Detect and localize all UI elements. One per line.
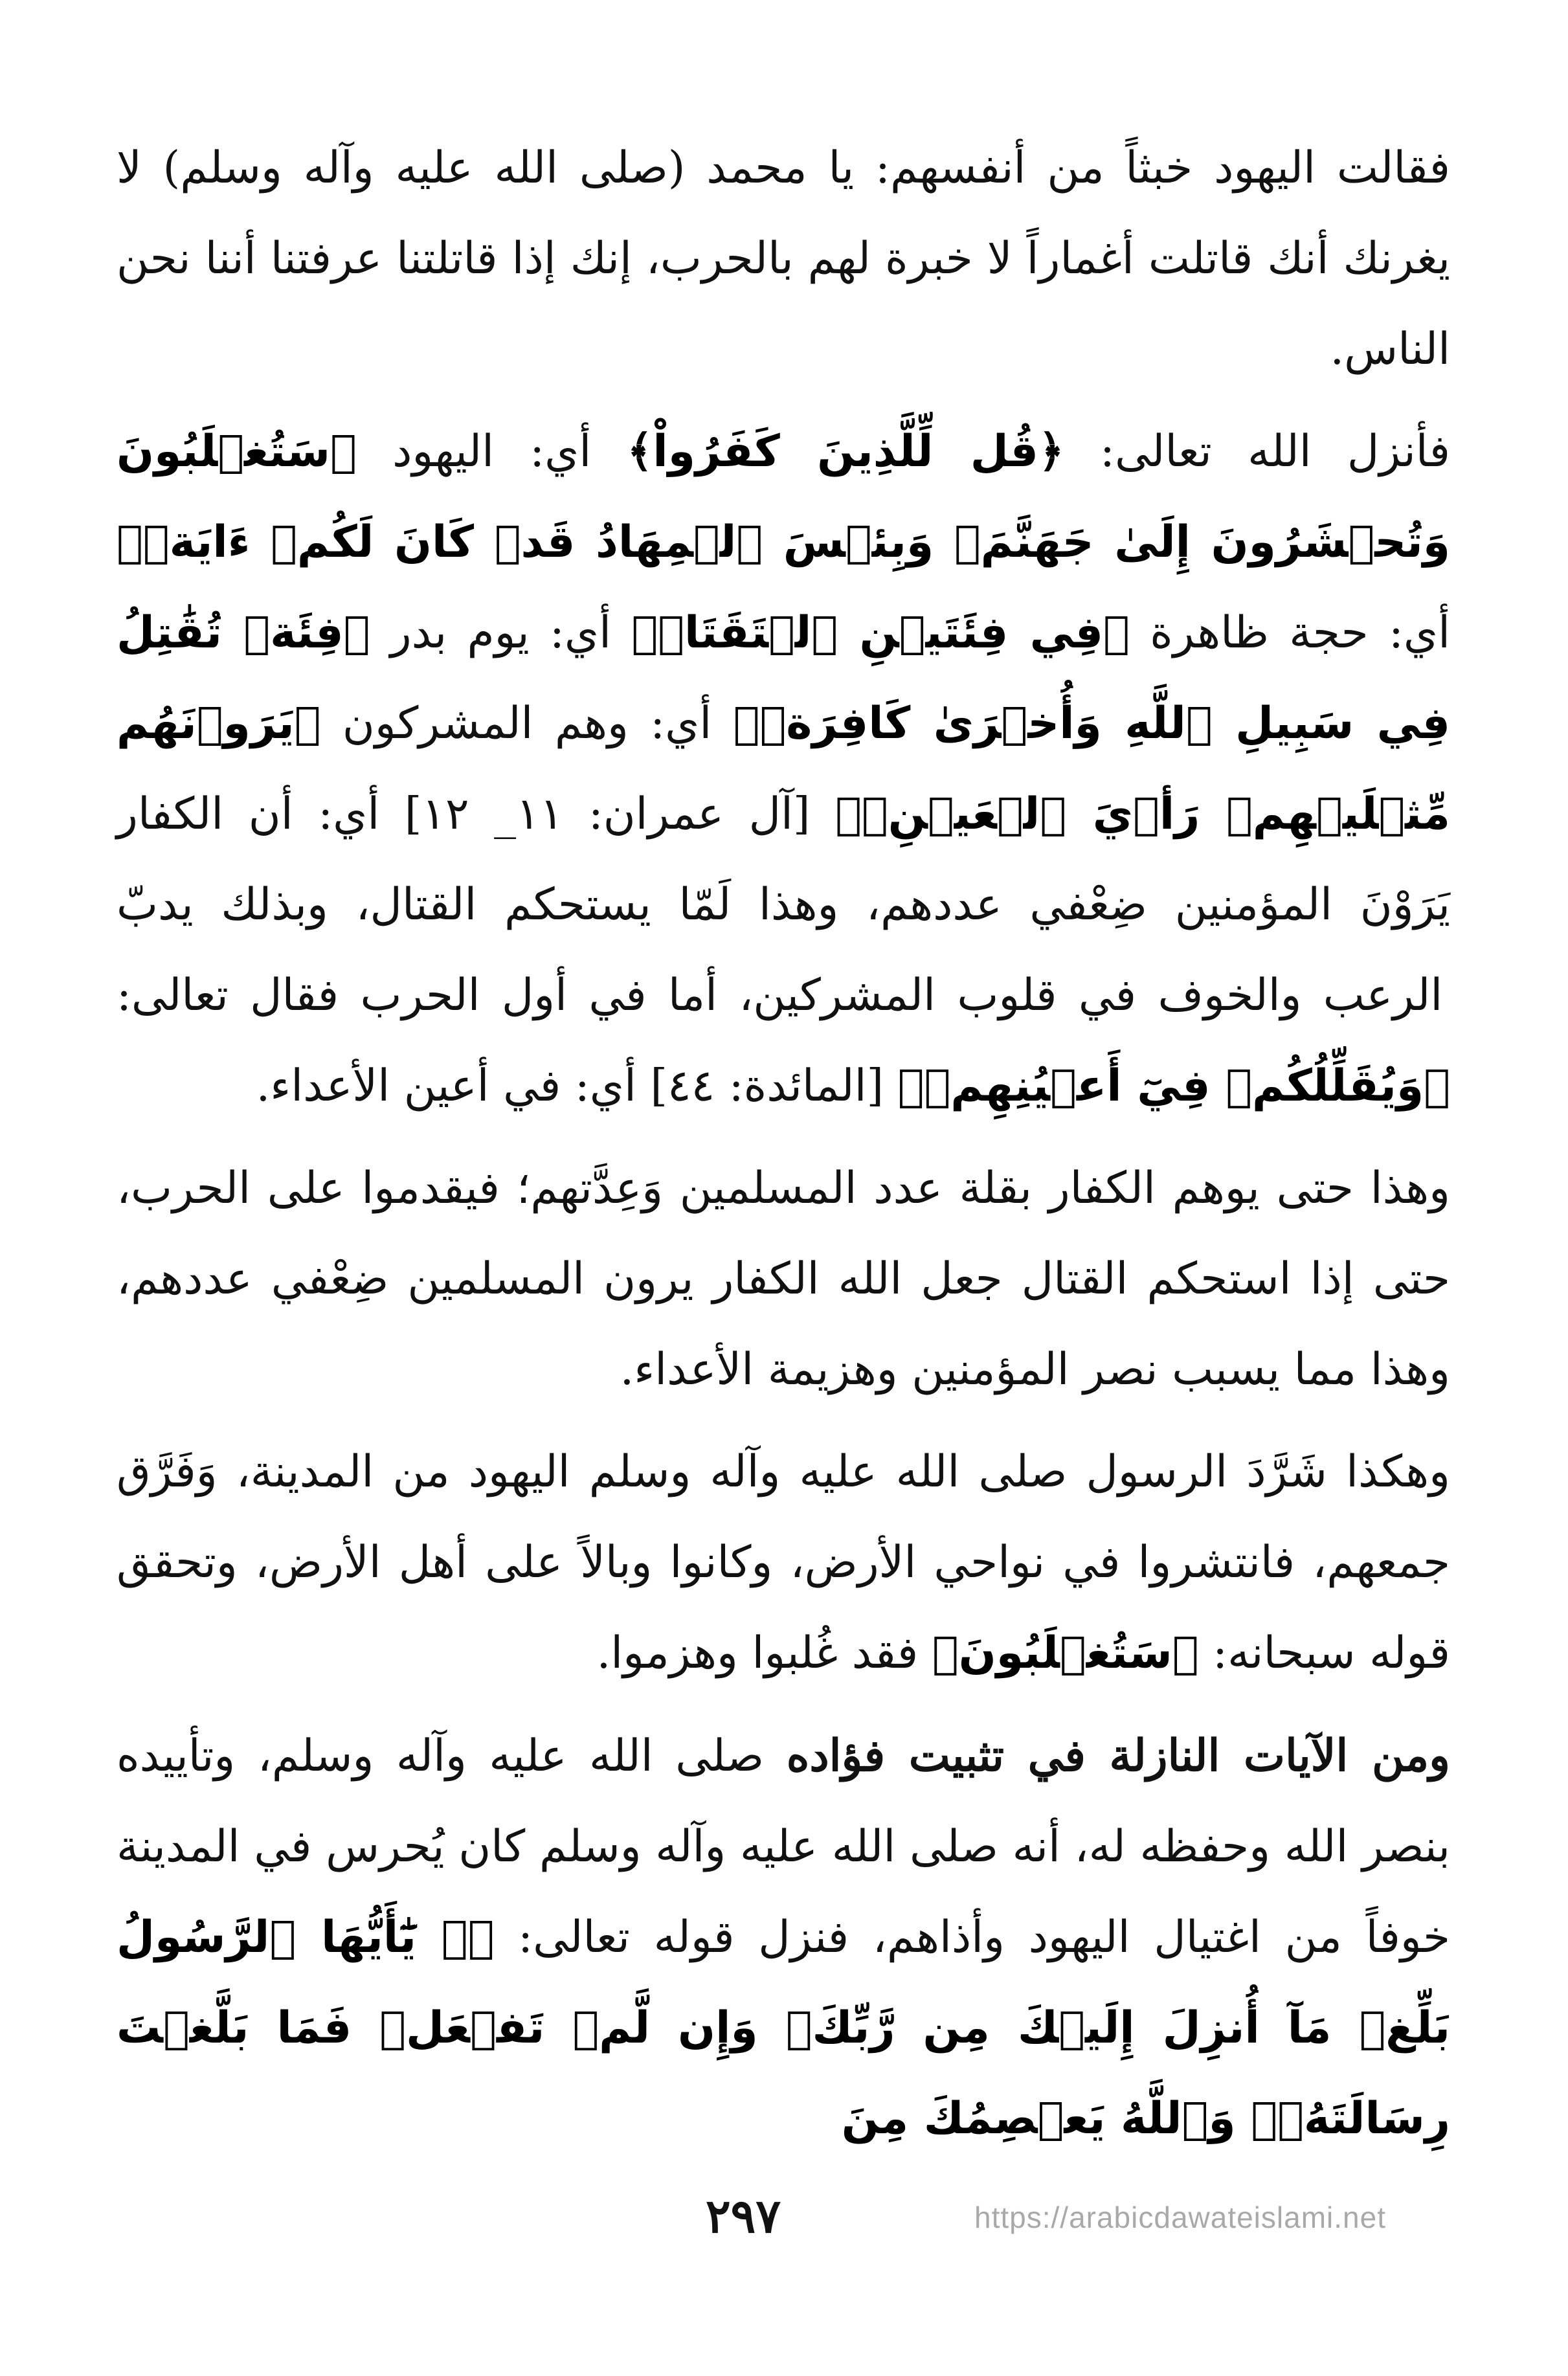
- text-segment: فأنزل الله تعالى:: [1064, 426, 1450, 477]
- paragraph-5: [117, 1710, 1450, 2164]
- text-segment: صلى الله عليه وآله وسلم، وتأييده بنصر الله وحفظه له، أنه صلى الله عليه وآله وسلم كان يُحرس في المدينة خوفاً من اغتيال اليهود وأذاهم، فنزل قوله تعالى:: [117, 1731, 1450, 1963]
- section-heading: ومن الآيات النازلة في تثبيت فؤاده: [786, 1730, 1450, 1782]
- text-segment: أي: حجة ظاهرة: [1129, 607, 1450, 658]
- quran-verse: ﴿سَتُغۡلَبُونَ وَتُحۡشَرُونَ إِلَىٰ جَهَنَّمَۖ وَبِئۡسَ ٱلۡمِهَادُ قَدۡ كَانَ لَكُمۡ ءَايَةٞ﴾: [117, 426, 1450, 568]
- text-segment: أي: يوم بدر: [370, 607, 612, 658]
- paragraph-2: [117, 407, 1450, 1132]
- text-segment: [المائدة: ٤٤] أي: في أعين الأعداء.: [256, 1060, 884, 1112]
- quran-verse: ﴿يَرَوۡنَهُم مِّثۡلَيۡهِمۡ رَأۡيَ ٱلۡعَيۡنِۚ﴾: [117, 698, 1451, 840]
- paragraph-3: [117, 1143, 1450, 1415]
- quran-verse: ﴿۞ يَٰٓأَيُّهَا ٱلرَّسُولُ بَلِّغۡ مَآ أُنزِلَ إِلَيۡكَ مِن رَّبِّكَۖ وَإِن لَّمۡ تَفۡعَلۡ فَمَا بَلَّغۡتَ رِسَالَتَهُۥۚ وَٱللَّهُ يَعۡصِمُكَ مِنَ: [117, 1912, 1450, 2144]
- paragraph-1: [117, 123, 1450, 395]
- text-segment: فقد غُلبوا وهزموا.: [596, 1628, 919, 1679]
- text-segment: أي: وهم المشركون: [320, 698, 712, 749]
- watermark-url: https://arabicdawateislami.net: [974, 2201, 1386, 2234]
- page-body: [117, 123, 1450, 2164]
- text-segment: وهذا حتى يوهم الكفار بقلة عدد المسلمين وَعِدَّتهم؛ فيقدموا على الحرب، حتى إذا استحكم القتال جعل الله الكفار يرون المسلمين ضِعْفي عددهم، وهذا مما يسبب نصر المؤمنين وهزيمة الأعداء.: [117, 1163, 1450, 1395]
- page-number: ٢٩٧: [706, 2188, 781, 2243]
- quran-verse: ﴿سَتُغۡلَبُونَ﴾: [932, 1628, 1199, 1679]
- quran-verse: ﴿فِئَةٞ تُقَٰتِلُ فِي سَبِيلِ ٱللَّهِ وَأُخۡرَىٰ كَافِرَةٞ﴾: [117, 607, 1450, 749]
- text-segment: وهكذا شَرَّدَ الرسول صلى الله عليه وآله وسلم اليهود من المدينة، وَفَرَّق جمعهم، فانتشروا في نواحي الأرض، وكانوا وبالاً على أهل الأرض، وتحقق قوله سبحانه:: [117, 1446, 1450, 1679]
- text-segment: [آل عمران: ١١_ ١٢] أي: أن الكفار يَرَوْنَ المؤمنين ضِعْفي عددهم، وهذا لَمّا يستحكم القتال، وبذلك يدبّ الرعب والخوف في قلوب المشركين، أما في أول الحرب فقال تعالى:: [117, 789, 1450, 1021]
- page-footer: [0, 2188, 1568, 2266]
- quran-verse: ﴿فِي فِئَتَيۡنِ ٱلۡتَقَتَاۖ﴾: [631, 607, 1130, 658]
- quran-verse: ﴿قُل لِّلَّذِينَ كَفَرُواْ﴾: [627, 426, 1064, 477]
- quran-verse: ﴿وَيُقَلِّلُكُمۡ فِيٓ أَعۡيُنِهِمۡ﴾: [897, 1060, 1450, 1112]
- text-segment: أي: اليهود: [356, 426, 592, 477]
- paragraph-4: [117, 1427, 1450, 1699]
- text-segment: فقالت اليهود خبثاً من أنفسهم: يا محمد (صلى الله عليه وآله وسلم) لا يغرنك أنك قاتلت أغماراً لا خبرة لهم بالحرب، إنك إذا قاتلتنا عرفتنا أننا نحن الناس.: [117, 142, 1450, 375]
